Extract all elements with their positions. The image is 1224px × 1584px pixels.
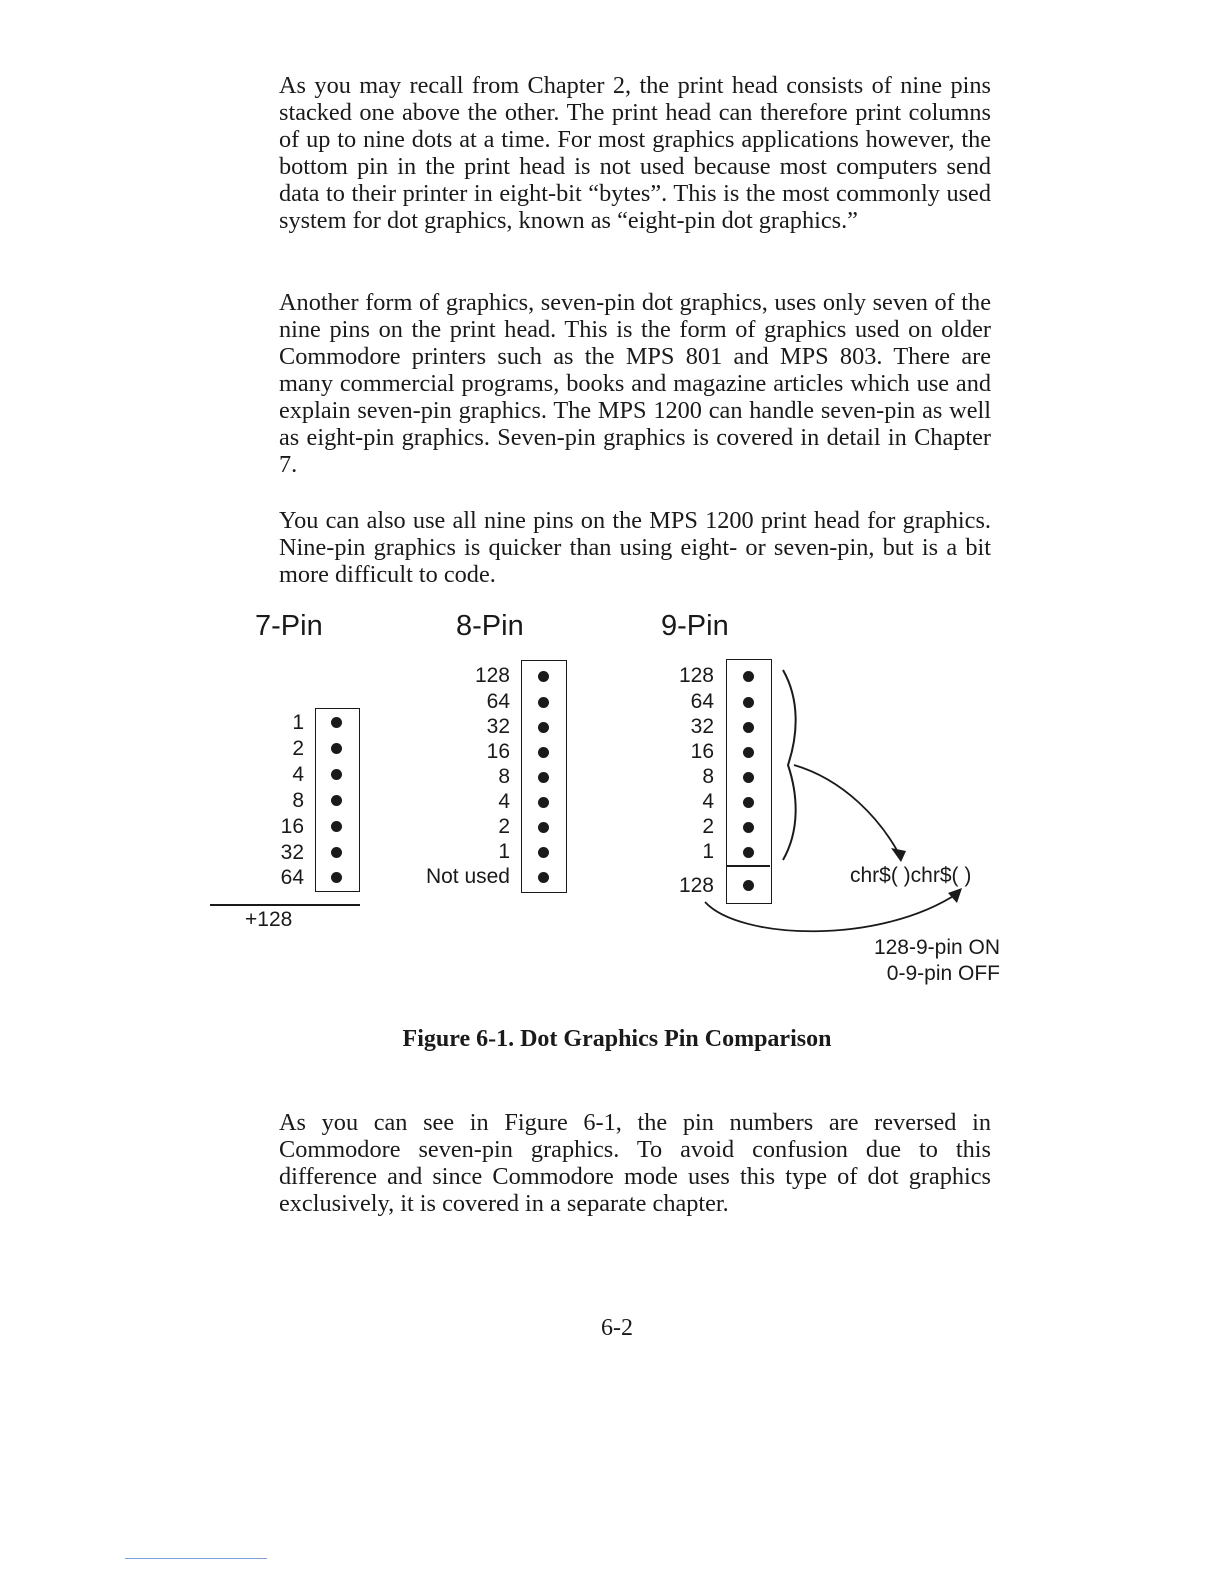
pin9-number: 8 [702, 765, 714, 788]
figure-caption: Figure 6-1. Dot Graphics Pin Comparison [402, 1026, 832, 1052]
pin8-number: 1 [498, 840, 510, 863]
arrowhead-icon [948, 888, 962, 903]
pin9-number: 2 [702, 815, 714, 838]
pin7-number: 32 [280, 841, 304, 864]
paragraph-nine-pin: You can also use all nine pins on the MPS 1200 print head for graphics. Nine-pin graphics is quicker than using eight- or seven-pin, but is a bit more difficult to code. [279, 507, 991, 588]
pin8-not-used-label: Not used [425, 865, 510, 888]
pin8-number: 64 [486, 690, 510, 713]
arrow-from-ninth-pin-icon [705, 893, 958, 931]
off-label: 0-9-pin OFF [886, 962, 1000, 985]
pin9-number: 4 [702, 790, 714, 813]
brace-icon [783, 670, 796, 860]
chr-label: chr$( )chr$( ) [850, 864, 972, 887]
pin7-number: 2 [292, 737, 304, 760]
pin8-number: 4 [498, 790, 510, 813]
pin9-number: 16 [690, 740, 714, 763]
pin8-number: 8 [498, 765, 510, 788]
paragraph-seven-pin: Another form of graphics, seven-pin dot graphics, uses only seven of the nine pins on the print head. This is the form of graphics used on older Commodore printers such as the MPS 801 and MPS 803. There are many commercial programs, books and magazine articles which use and explain seven-pin graphics. The MPS 1200 can handle seven-pin as well as eight-pin graphics. Seven-pin graphics is covered in detail in Chapter 7. [279, 289, 991, 478]
pin7-number: 64 [280, 866, 304, 889]
title-7-pin: 7-Pin [255, 610, 323, 642]
paragraph-print-head: As you may recall from Chapter 2, the print head consists of nine pins stacked one above the other. The print head can therefore print columns of up to nine dots at a time. For most graphics applications however, the bottom pin in the print head is not used because most computers send data to their printer in eight-bit “bytes”. This is the most commonly used system for dot graphics, known as “eight-pin dot graphics.” [279, 72, 991, 234]
pin9-number: 64 [690, 690, 714, 713]
paragraph-reversed-pins: As you can see in Figure 6-1, the pin numbers are reversed in Commodore seven-pin graphics. To avoid confusion due to this difference and since Commodore mode uses this type of dot graphics exclusively, it is covered in a separate chapter. [279, 1109, 991, 1217]
pin8-number: 16 [486, 740, 510, 763]
on-label: 128-9-pin ON [873, 936, 1000, 959]
pin9-number: 1 [702, 840, 714, 863]
arrowhead-icon [891, 848, 906, 862]
pin8-number: 128 [474, 664, 510, 687]
pin7-number: 16 [280, 815, 304, 838]
page-number: 6-2 [601, 1315, 633, 1341]
footer-rule [125, 1558, 267, 1559]
sum-label: +128 [245, 908, 293, 931]
pin9-number: 128 [678, 664, 714, 687]
pin7-number: 4 [292, 763, 304, 786]
title-9-pin: 9-Pin [661, 610, 729, 642]
pin7-number: 1 [292, 711, 304, 734]
pin7-number: 8 [292, 789, 304, 812]
arrow-to-chr-icon [794, 765, 898, 852]
pin8-number: 2 [498, 815, 510, 838]
title-8-pin: 8-Pin [456, 610, 524, 642]
pin9-number: 32 [690, 715, 714, 738]
pin8-number: 32 [486, 715, 510, 738]
pin9-ninth-number: 128 [678, 874, 714, 897]
